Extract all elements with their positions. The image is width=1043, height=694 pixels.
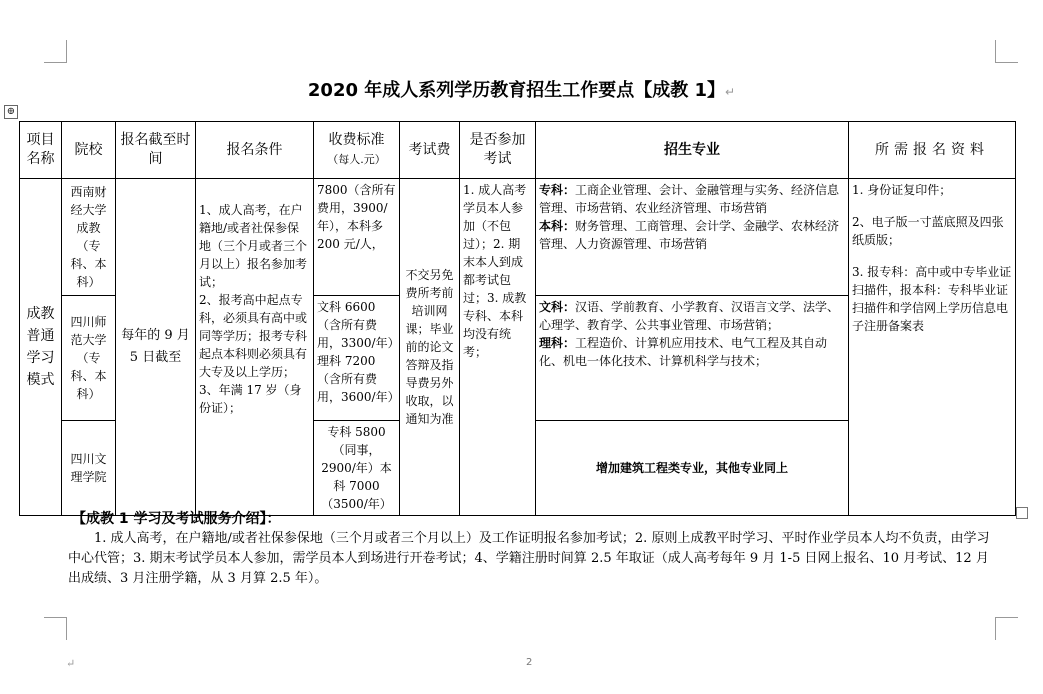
- table-header-row: [20, 122, 1016, 179]
- header-category: 项目名称: [20, 122, 62, 179]
- table-row-school-1: [20, 179, 1016, 296]
- fee-school-2: 文科 6600（含所有费用，3300/年）理科 7200（含所有费用，3600/年）: [314, 296, 400, 421]
- header-conditions: 报名条件: [196, 122, 314, 179]
- school-name-3: 四川文理学院: [62, 421, 116, 516]
- page-number: 2: [526, 657, 533, 668]
- major-label-2-1: 文科：: [539, 300, 576, 314]
- majors-school-2: [536, 296, 849, 421]
- footer-paragraph-mark: ↵: [66, 657, 76, 670]
- crop-mark-bottom-left: [44, 617, 67, 640]
- major-group-1-2: [539, 217, 845, 253]
- major-label-1-2: 本科：: [539, 219, 576, 233]
- document-title-text: 2020 年成人系列学历教育招生工作要点【成教 1】: [307, 80, 726, 101]
- material-item-1: 1. 身份证复印件；: [852, 183, 952, 197]
- condition-item-2: 2、报考高中起点专科，必须具有高中或同等学历；报考专科起点本科则必须具有大专及以上学历；: [199, 293, 308, 379]
- intro-title: 【成教 1 学习及考试服务介绍】：: [72, 511, 281, 527]
- majors-school-1: [536, 179, 849, 296]
- category-cell: 成教普通学习模式: [20, 179, 62, 516]
- material-item-3: 3. 报专科：高中或中专毕业证扫描件，报本科：专科毕业证扫描件和学信网上学历信息电子注册备案表: [852, 265, 1012, 333]
- exam-fee-cell: 不交另免费所考前培训网课；毕业前的论文答辩及指导费另外收取，以通知为准: [400, 179, 460, 516]
- conditions-cell: [196, 179, 314, 516]
- header-deadline: 报名截至时间: [116, 122, 196, 179]
- major-text-1-2: 财务管理、工商管理、会计学、金融学、农林经济管理、人力资源管理、市场营销: [539, 219, 840, 251]
- header-exam-fee: 考试费: [400, 122, 460, 179]
- crop-mark-top-left: [44, 40, 67, 63]
- header-exam-attend: 是否参加考试: [460, 122, 536, 179]
- condition-item-1: 1、成人高考，在户籍地/或者社保参保地（三个月或者三个月以上）报名参加考试；: [199, 203, 308, 289]
- header-materials: 所需报名资料: [849, 122, 1016, 179]
- header-fee: [314, 122, 400, 179]
- fee-school-3: 专科 5800（同事，2900/年）本科 7000（3500/年）: [314, 421, 400, 516]
- major-text-2-2: 工程造价、计算机应用技术、电气工程及其自动化、机电一体化技术、计算机科学与技术；: [539, 336, 828, 368]
- major-group-2-2: [539, 334, 845, 370]
- admission-table: [19, 121, 1016, 516]
- major-label-1-1: 专科：: [539, 183, 576, 197]
- deadline-cell: 每年的 9 月 5 日截至: [116, 179, 196, 516]
- table-resize-handle[interactable]: [1016, 507, 1028, 519]
- school-name-1: 西南财经大学成教（专科、本科）: [62, 179, 116, 296]
- header-school: 院校: [62, 122, 116, 179]
- condition-item-3: 3、年满 17 岁（身份证）；: [199, 383, 302, 415]
- intro-body: 1. 成人高考，在户籍地/或者社保参保地（三个月或者三个月以上）及工作证明报名参加考试；2. 原则上成教平时学习、平时作业学员本人均不负责，由学习中心代管；3. 期末考试学员本人参加，需学员本人到场进行开卷考试；4、学籍注册时间算 2.5 年取证（成人高考每年 9 月 1-5 日网上报名、10 月考试、12 月出成绩、3 月注册学籍，从 3 月算 2.5 年）。: [68, 531, 990, 586]
- header-fee-label: 收费标准: [328, 132, 385, 148]
- header-majors: 招生专业: [536, 122, 849, 179]
- major-text-2-1: 汉语、学前教育、小学教育、汉语言文学、法学、心理学、教育学、公共事业管理、市场营销；: [539, 300, 840, 332]
- school-name-2: 四川师范大学（专科、本科）: [62, 296, 116, 421]
- majors-school-3: 增加建筑工程类专业，其他专业同上: [536, 421, 849, 516]
- material-item-2: 2、电子版一寸蓝底照及四张纸质版；: [852, 215, 1004, 247]
- table-move-handle-icon[interactable]: ⊕: [4, 105, 18, 119]
- major-group-2-1: [539, 298, 845, 334]
- exam-attend-cell: 1. 成人高考学员本人参加（不包过）；2. 期末本人到成都考试包过；3. 成教专科、本科均没有统考；: [460, 179, 536, 516]
- crop-mark-bottom-right: [995, 617, 1018, 640]
- major-label-2-2: 理科：: [539, 336, 576, 350]
- document-title: [0, 76, 1043, 102]
- crop-mark-top-right: [995, 40, 1018, 63]
- materials-cell: [849, 179, 1016, 516]
- fee-school-1: 7800（含所有费用，3900/年），本科多 200 元/人，: [314, 179, 400, 296]
- major-group-1-1: [539, 181, 845, 217]
- major-text-1-1: 工商企业管理、会计、金融管理与实务、经济信息管理、市场营销、农业经济管理、市场营销: [539, 183, 840, 215]
- header-fee-unit: （每人.元）: [327, 153, 386, 166]
- paragraph-mark: ↵: [725, 85, 736, 99]
